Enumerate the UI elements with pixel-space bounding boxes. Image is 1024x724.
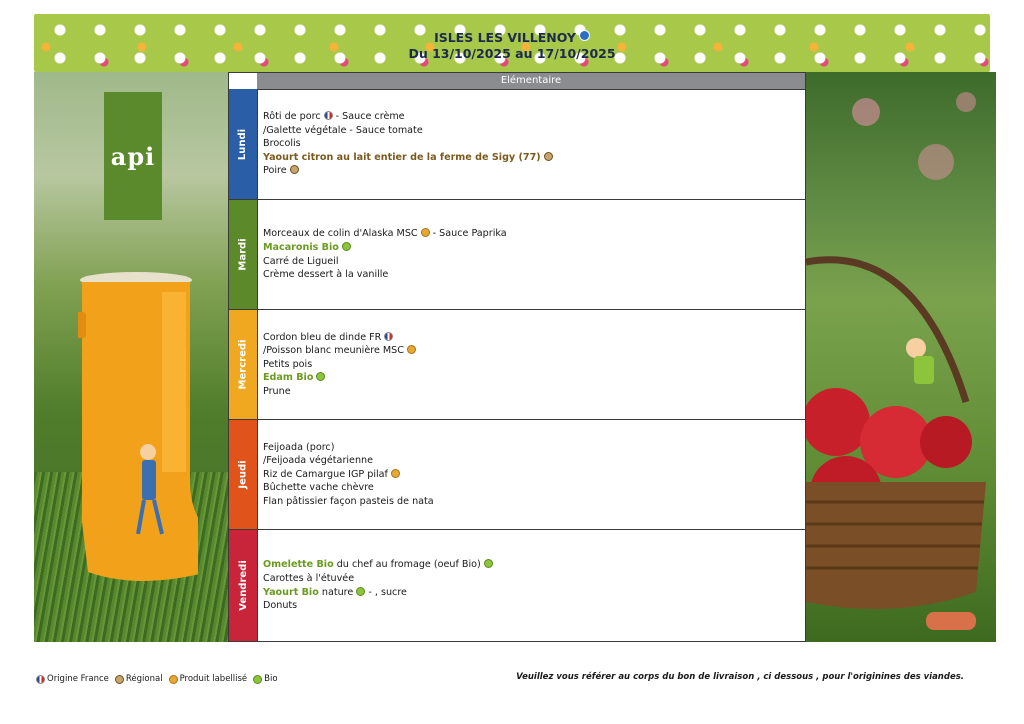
dish-name: Yaourt citron au lait entier de la ferme de Sigy (77) <box>263 151 541 163</box>
france-flag-icon <box>36 675 45 684</box>
dish-item <box>263 151 799 165</box>
boot-illustration <box>78 272 198 592</box>
dish-item <box>263 454 799 468</box>
dish-list <box>263 200 799 309</box>
day-row-lundi <box>229 89 805 199</box>
dish-name: Petits pois <box>263 358 313 370</box>
dish-list <box>263 530 799 641</box>
dish-item <box>263 558 799 572</box>
bio-icon <box>356 587 365 596</box>
dish-item <box>263 344 799 358</box>
api-logo <box>104 92 162 220</box>
dish-item <box>263 441 799 455</box>
day-row-mardi <box>229 199 805 309</box>
section-title: Elémentaire <box>257 73 805 90</box>
header-title <box>34 30 990 62</box>
day-label: Vendredi <box>237 560 249 611</box>
dish-name: /Poisson blanc meunière MSC <box>263 345 404 357</box>
france-flag-icon <box>324 111 333 120</box>
dish-name: Riz de Camargue IGP pilaf <box>263 468 388 480</box>
legend-label: Régional <box>125 674 163 684</box>
dish-item <box>263 572 799 586</box>
dish-name: Feijoada (porc) <box>263 441 335 453</box>
legend-label: Bio <box>264 674 278 684</box>
dish-item <box>263 468 799 482</box>
label-icon <box>421 228 430 237</box>
header-banner <box>34 14 990 72</box>
dish-item <box>263 241 799 255</box>
dish-item <box>263 385 799 399</box>
label-icon <box>391 469 400 478</box>
dish-name: Poire <box>263 165 287 177</box>
dish-item <box>263 137 799 151</box>
label-icon <box>169 675 178 684</box>
day-row-mercredi <box>229 309 805 419</box>
weekly-menu-table <box>228 72 806 642</box>
day-row-jeudi <box>229 419 805 529</box>
dish-detail: nature <box>318 586 354 598</box>
dish-sauce: - Sauce crème <box>332 111 405 123</box>
dish-item <box>263 599 799 613</box>
right-photo-panel <box>806 72 996 642</box>
day-tab-mardi <box>229 200 258 309</box>
legend-item <box>169 674 248 684</box>
dish-name: Omelette Bio <box>263 559 334 571</box>
bio-icon <box>253 675 262 684</box>
dish-item <box>263 164 799 178</box>
dish-name: Carré de Ligueil <box>263 255 339 267</box>
town-badge-icon <box>579 30 590 41</box>
day-tab-jeudi <box>229 420 258 529</box>
day-tab-lundi <box>229 89 258 199</box>
apple-basket-illustration <box>806 72 996 642</box>
day-label: Lundi <box>237 128 249 160</box>
dish-name: Crème dessert à la vanille <box>263 269 389 281</box>
dish-name: Morceaux de colin d'Alaska MSC <box>263 228 418 240</box>
day-tab-vendredi <box>229 530 258 641</box>
dish-name: /Feijoada végétarienne <box>263 455 374 467</box>
day-label: Mercredi <box>237 339 249 390</box>
day-row-vendredi <box>229 529 805 641</box>
dish-sauce: - Sauce Paprika <box>429 228 507 240</box>
dish-list <box>263 310 799 419</box>
dish-name: Rôti de porc <box>263 111 321 123</box>
menu-period: Du 13/10/2025 au 17/10/2025 <box>408 46 616 61</box>
bio-icon <box>342 242 351 251</box>
town-name: ISLES LES VILLENOY <box>434 30 576 45</box>
regional-icon <box>115 675 124 684</box>
dish-name: /Galette végétale - Sauce tomate <box>263 124 423 136</box>
footer-note: Veuillez vous référer au corps du bon de livraison , ci dessous , pour l'originines des viandes. <box>516 672 964 682</box>
day-tab-mercredi <box>229 310 258 419</box>
bio-icon <box>484 559 493 568</box>
dish-name: Macaronis Bio <box>263 241 339 253</box>
dish-item <box>263 358 799 372</box>
day-label: Jeudi <box>237 460 249 489</box>
legend-item <box>253 674 277 684</box>
left-photo-panel <box>34 72 228 642</box>
regional-icon <box>544 152 553 161</box>
dish-detail: - , sucre <box>365 586 407 598</box>
dish-name: Cordon bleu de dinde FR <box>263 331 382 343</box>
dish-name: Bûchette vache chèvre <box>263 482 374 494</box>
dish-item <box>263 371 799 385</box>
dish-item <box>263 124 799 138</box>
dish-name: Yaourt Bio <box>263 586 319 598</box>
regional-icon <box>290 165 299 174</box>
dish-item <box>263 586 799 600</box>
dish-item <box>263 331 799 345</box>
dish-item <box>263 495 799 509</box>
dish-name: Flan pâtissier façon pasteis de nata <box>263 495 434 507</box>
dish-item <box>263 110 799 124</box>
dish-name: Prune <box>263 385 291 397</box>
dish-name: Brocolis <box>263 138 301 150</box>
dish-name: Edam Bio <box>263 372 314 384</box>
legend <box>36 674 278 684</box>
dish-item <box>263 255 799 269</box>
legend-label: Produit labellisé <box>179 674 248 684</box>
france-flag-icon <box>384 332 393 341</box>
legend-label: Origine France <box>47 674 109 684</box>
dish-name: Carottes à l'étuvée <box>263 572 355 584</box>
legend-item <box>36 674 109 684</box>
dish-item <box>263 268 799 282</box>
dish-item <box>263 481 799 495</box>
dish-item <box>263 227 799 241</box>
legend-item <box>115 674 163 684</box>
dish-list <box>263 420 799 529</box>
logo-text: api <box>110 141 156 171</box>
label-icon <box>407 345 416 354</box>
dish-name: Donuts <box>263 600 298 612</box>
bio-icon <box>316 372 325 381</box>
dish-detail: du chef au fromage (oeuf Bio) <box>333 559 481 571</box>
dish-list <box>263 89 799 199</box>
day-label: Mardi <box>237 238 249 271</box>
